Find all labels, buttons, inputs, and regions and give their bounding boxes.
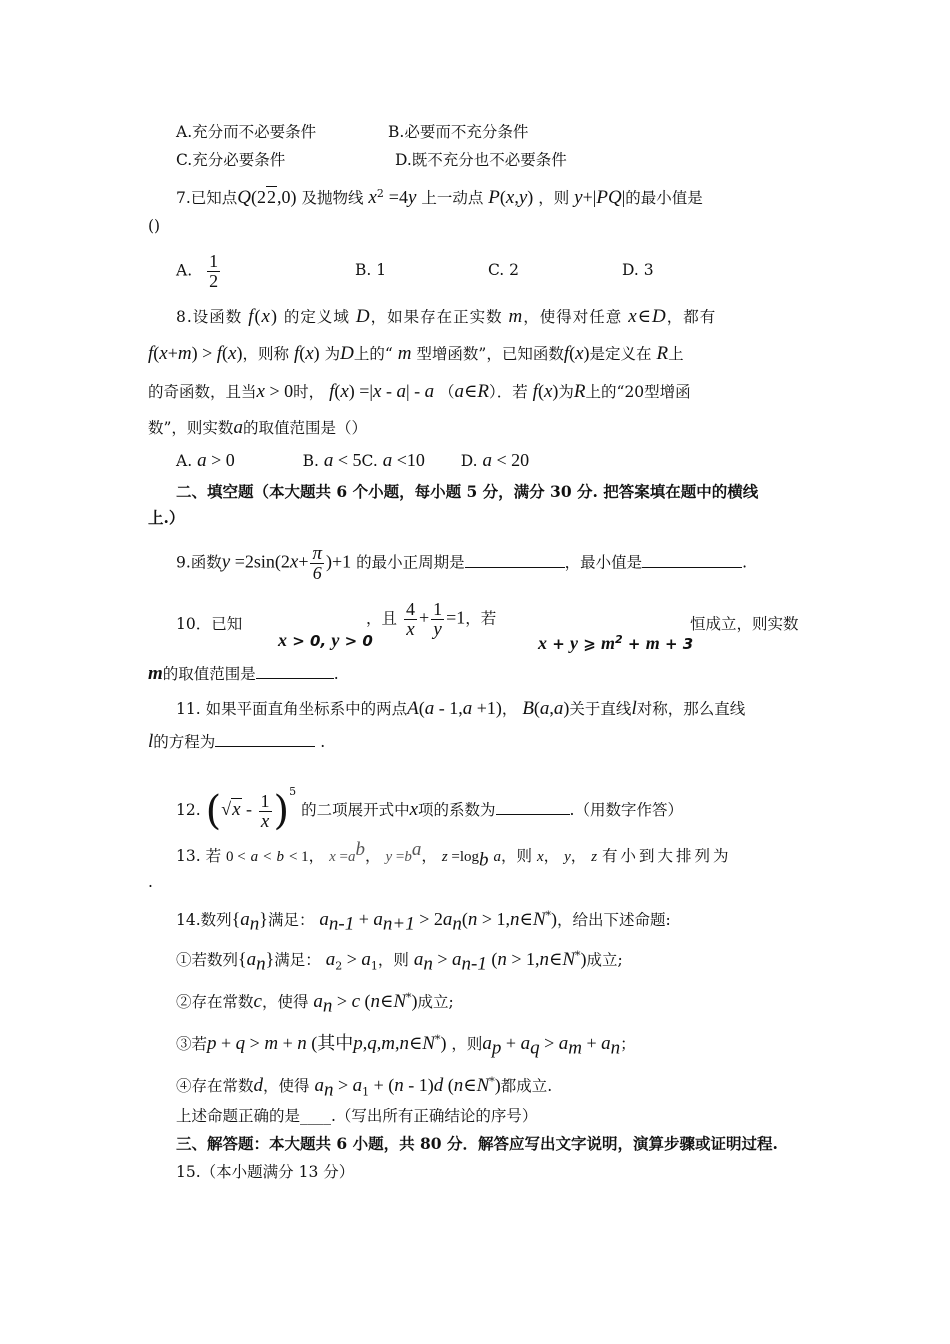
q8-options: A. a > 0 B. a < 5C. a <10 D. a < 20: [176, 450, 530, 471]
q12-line: 12. (√x - $\frac{1}{x}$ )$^5$ 的二项展开式中x项的系数为 .（用数字作答）: [176, 785, 683, 834]
q14-proposition-3: ③若p + q > m + n (其中p,q,m,n∈N*) ，则$a_p + a_q > a_m + a_n$；: [176, 1033, 636, 1059]
q7-line-2: (): [148, 217, 161, 235]
q10-text-1: 10．已知: [176, 615, 243, 633]
q10-equation: ，且 $\frac{4}{x}$ + $\frac{1}{y}$ =1，若: [366, 599, 497, 640]
q13-line-2: .: [148, 873, 153, 891]
q8-line-4: 数”，则实数a的取值范围是（）: [148, 417, 367, 438]
q8-line-3: 的奇函数，且当x > 0时， f(x) =|x - a| - a （a∈R）．若 f(x)为R上的“20型增函: [148, 381, 691, 402]
q10-condition: x > 0, y > 0: [278, 630, 373, 650]
q14-proposition-1: ①若数列$\{a_n\}$满足： $a_2 > a_1$，则 $a_n > a_{n-1}$ (n > 1,n∈N*)成立;: [176, 949, 623, 975]
q11-line-1: 11. 如果平面直角坐标系中的两点A(a - 1,a +1)， B(a,a)关于直线l对称，那么直线: [176, 698, 746, 719]
q10-text-4: 恒成立，则实数: [690, 615, 799, 633]
q6-option-b: B.必要而不充分条件: [388, 123, 529, 141]
q10-line-2: m的取值范围是 .: [148, 663, 339, 684]
section-2-heading: 二、填空题（本大题共 6 个小题，每小题 5 分，满分 30 分. 把答案填在题中的横线: [176, 482, 759, 501]
q6-option-d: D.既不充分也不必要条件: [395, 151, 567, 169]
section-3-heading: 三、解答题：本大题共 6 小题，共 80 分．解答应写出文字说明，演算步骤或证明过程.: [176, 1134, 778, 1153]
q6-option-a: A.充分而不必要条件: [176, 123, 317, 141]
q14-proposition-2: ②存在常数c，使得 $a_n > c$ (n∈N*)成立;: [176, 991, 454, 1017]
q8-line-2: f(x+m) > f(x)，则称 f(x) 为D上的“ m 型增函数”，已知函数f(x)是定义在 R上: [148, 343, 684, 364]
q7-line-1: 7.已知点Q(22,0) 及抛物线 $x^2 =4y$ 上一动点 P(x,y) ，则 y+|PQ|的最小值是: [176, 187, 703, 209]
q10-inequality: x + y ⩾ $m^2 + m + 3$: [538, 633, 694, 653]
q7-option-c: C. 2: [488, 261, 520, 279]
q8-line-1: 8.设函数 f(x) 的定义域 D，如果存在正实数 m，使得对任意 x∈D，都有: [176, 306, 717, 327]
q13-line-1: 13. 若 0 < a < b < 1， $x =a^b$， $y =b^a$， $z =\log_b$ a，则 x， y， z 有小到大排列为: [176, 839, 732, 871]
q14-line-1: 14.数列$\{a_n\}$满足： $a_{n-1} + a_{n+1} > 2a_n(n$ > 1,n∈N*)，给出下述命题:: [176, 909, 671, 935]
q6-option-c: C.充分必要条件: [176, 151, 286, 169]
q14-proposition-4: ④存在常数d，使得 $a_n > a_1 + (n - 1)d$ (n∈N*)都成立.: [176, 1075, 553, 1101]
q14-question: 上述命题正确的是____.（写出所有正确结论的序号）: [176, 1107, 538, 1125]
q7-option-a: A. $\frac{1}{2}$: [176, 251, 219, 291]
q7-option-b: B. 1: [355, 261, 387, 279]
q7-option-d: D. 3: [622, 261, 654, 279]
section-2-heading-cont: 上.）: [148, 508, 185, 527]
q9-line: 9.函数y =2sin(2x+ $\frac{\pi}{6}$ )+1 的最小正周期是 ，最小值是 .: [176, 543, 748, 583]
q15-heading: 15.（本小题满分 13 分）: [176, 1163, 355, 1181]
q11-line-2: l的方程为 .: [148, 731, 326, 752]
